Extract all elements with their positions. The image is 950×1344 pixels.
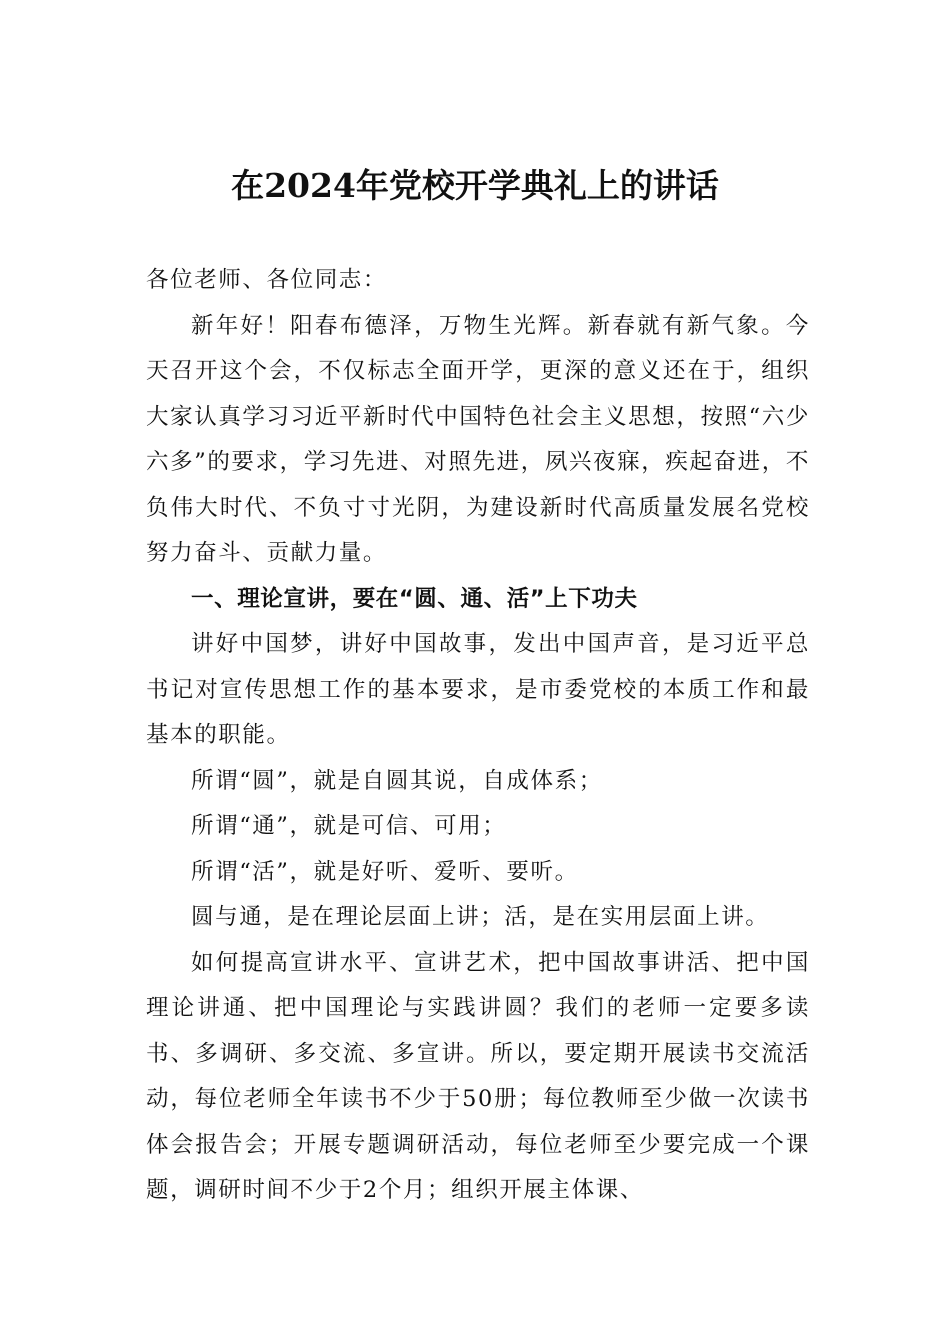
section-heading: 一、理论宣讲，要在“圆、通、活”上下功夫	[191, 585, 638, 612]
body-paragraph: 所谓“通”，就是可信、可用；	[191, 813, 507, 839]
body-paragraph: 圆与通，是在理论层面上讲；活，是在实用层面上讲。	[191, 904, 770, 930]
body-paragraph: 所谓“活”，就是好听、爱听、要听。	[191, 858, 579, 885]
body-paragraph: 如何提高宣讲水平、宣讲艺术，把中国故事讲活、把中国理论讲通、把中国理论与实践讲圆？我们的老师一定要多读书、多调研、多交流、多宣讲。所以，要定期开展读书交流活动，每位老师全年读书不少于50册；每位教师至少做一次读书体会报告会；开展专题调研活动，每位老师至少要完成一个课题，调研时间不少于2个月；组织开展主体课、	[146, 949, 810, 1203]
body-paragraph: 所谓“圆”，就是自圆其说，自成体系；	[191, 767, 603, 794]
salutation: 各位老师、各位同志：	[146, 267, 388, 293]
page-title: 在2024年党校开学典礼上的讲话	[231, 166, 719, 205]
document-body	[146, 258, 810, 1214]
body-paragraph: 讲好中国梦，讲好中国故事，发出中国声音，是习近平总书记对宣传思想工作的基本要求，是市委党校的本质工作和最基本的职能。	[146, 631, 810, 748]
body-paragraph: 新年好！阳春布德泽，万物生光辉。新春就有新气象。今天召开这个会，不仅标志全面开学，更深的意义还在于，组织大家认真学习习近平新时代中国特色社会主义思想，按照“六少六多”的要求，学习先进、对照先进，夙兴夜寐，疾起奋进，不负伟大时代、不负寸寸光阴，为建设新时代高质量发展名党校努力奋斗、贡献力量。	[146, 312, 810, 566]
